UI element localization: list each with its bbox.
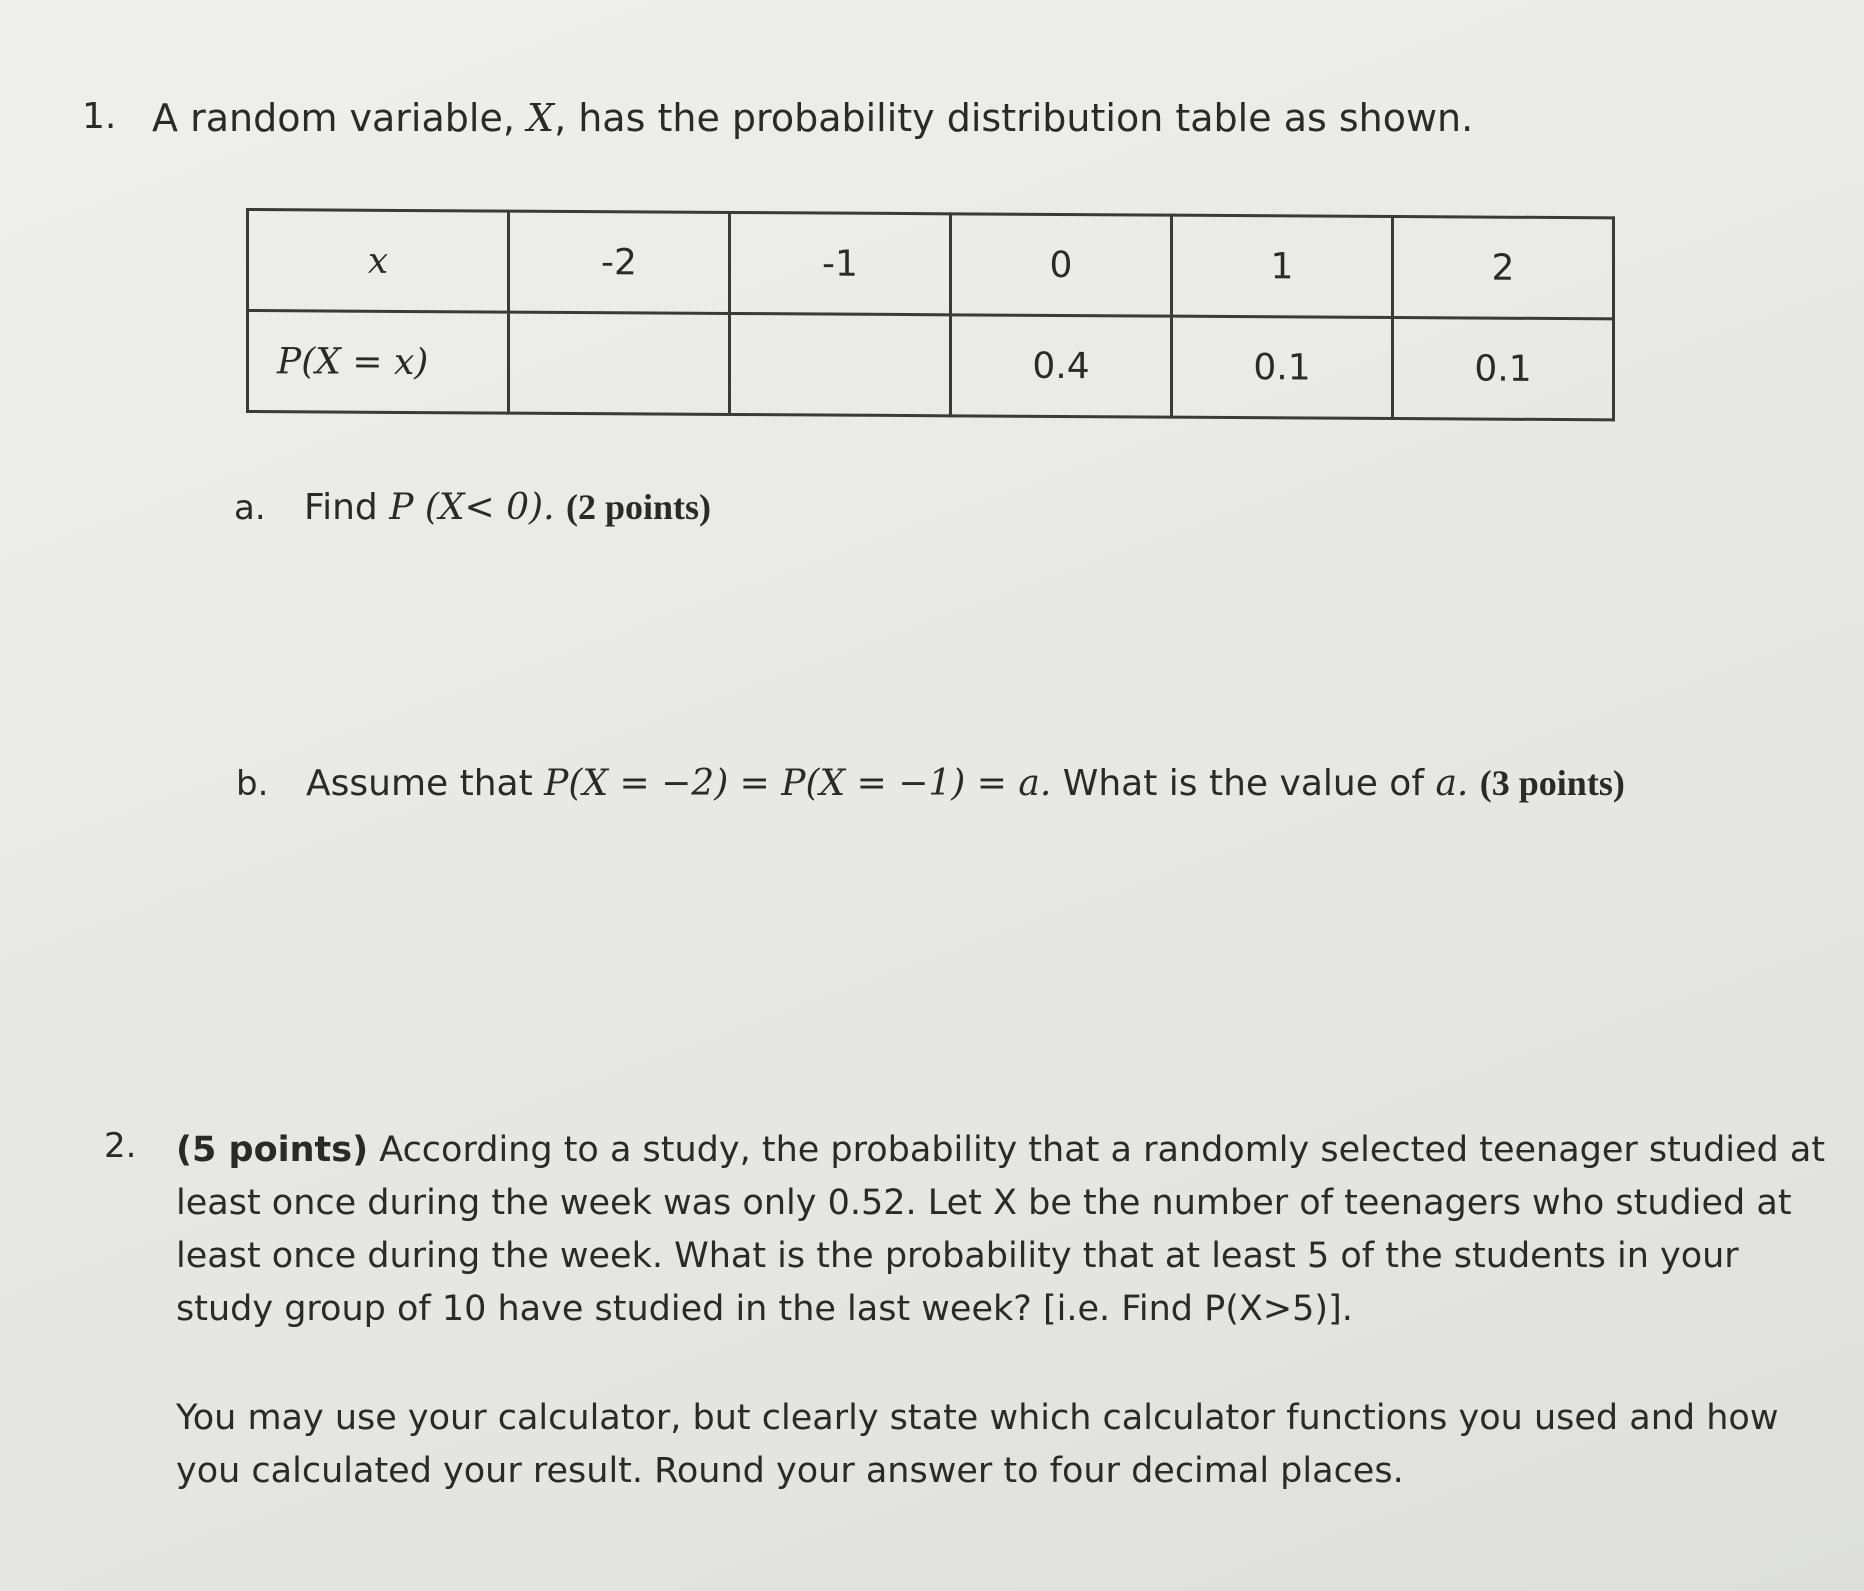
table-header-probability	[248, 311, 509, 414]
probability-label: P(X = x)	[277, 340, 429, 383]
question-2-line-3: least once during the week. What is the probability that at least 5 of the students in your	[176, 1236, 1739, 1276]
part-b-expression: P(X = −2) = P(X = −1) = a.	[544, 763, 1052, 804]
probability-distribution-table	[246, 208, 1615, 421]
question-1-text-prefix: A random variable,	[152, 96, 527, 140]
x-label: x	[367, 240, 389, 282]
question-1-number: 1.	[82, 96, 117, 137]
part-b-text	[306, 762, 1625, 804]
table-cell-x-4: 2	[1393, 217, 1614, 319]
question-2-text	[176, 1124, 1825, 1336]
question-2-note-line-2: you calculated your result. Round your answer to four decimal places.	[176, 1451, 1404, 1491]
table-cell-x-0: -2	[509, 211, 730, 313]
question-1-variable: X	[527, 96, 555, 140]
table-cell-x-2: 0	[951, 214, 1172, 316]
question-2-number: 2.	[104, 1126, 137, 1166]
part-a-expression: P (X< 0).	[389, 487, 555, 528]
table-header-x	[248, 210, 509, 313]
question-2-points: (5 points)	[176, 1130, 369, 1170]
question-2-note-line-1: You may use your calculator, but clearly state which calculator functions you used and how	[176, 1398, 1779, 1438]
part-a-find: Find	[304, 487, 390, 528]
table-cell-x-3: 1	[1172, 215, 1393, 317]
part-b-assume: Assume that	[306, 763, 545, 804]
table-cell-p-4: 0.1	[1393, 318, 1614, 420]
table-row-probability	[248, 311, 1614, 420]
question-1-text-suffix: , has the probability distribution table as shown.	[554, 96, 1474, 140]
question-2-line-4: study group of 10 have studied in the last week? [i.e. Find P(X>5)].	[176, 1289, 1353, 1329]
question-2-line-2: least once during the week was only 0.52. Let X be the number of teenagers who studied at	[176, 1183, 1792, 1223]
part-a-letter: a.	[234, 488, 266, 528]
question-2-line-1-text: According to a study, the probability that a randomly selected teenager studied at	[368, 1130, 1826, 1170]
part-b-letter: b.	[236, 764, 269, 804]
table-cell-p-3: 0.1	[1172, 316, 1393, 418]
table-cell-p-0	[509, 312, 730, 414]
part-b-variable-a: a.	[1435, 763, 1469, 804]
table-cell-p-1	[730, 313, 951, 415]
part-b-question: What is the value of	[1051, 763, 1436, 804]
table-cell-p-2: 0.4	[951, 315, 1172, 417]
part-a-text	[304, 486, 711, 528]
part-a-points: (2 points)	[566, 487, 712, 527]
table-row-x	[248, 210, 1614, 319]
question-2-note	[176, 1392, 1778, 1498]
question-1-text	[152, 96, 1473, 140]
table-cell-x-1: -1	[730, 212, 951, 314]
part-b-points: (3 points)	[1479, 763, 1625, 803]
question-2-line-1	[176, 1124, 1825, 1177]
